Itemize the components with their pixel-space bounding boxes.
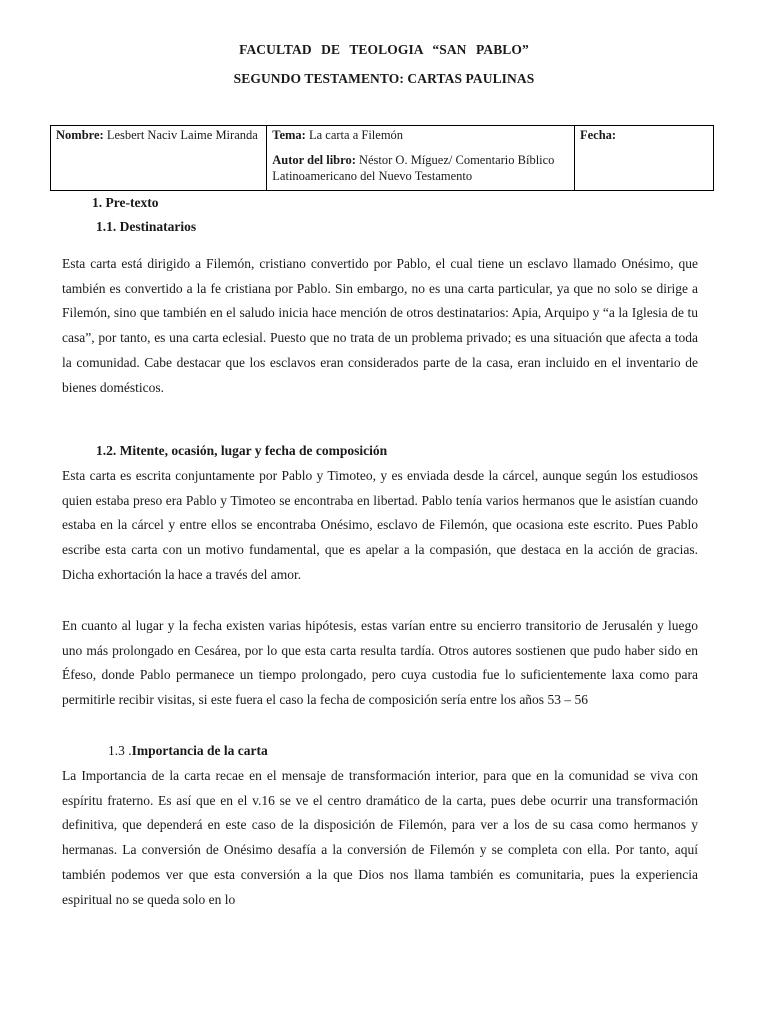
topic-label: Tema: — [272, 128, 306, 142]
paragraph-lugar-fecha: En cuanto al lugar y la fecha existen varias hipótesis, estas varían entre su encierro transitorio de Jerusalén y luego uno más prolongado en Cesárea, por lo que esta carta resulta tardía. Otros autores sostienen que pudo haber sido en Éfeso, donde Pablo permanece un tiempo prolongado, pero cuya custodia fue lo suficientemente laxa como para permitirle recibir visitas, si este fuera el caso la fecha de composición sería entre los años 53 – 56 — [62, 618, 698, 708]
author-label: Autor del libro: — [272, 153, 356, 167]
topic-value: La carta a Filemón — [305, 128, 404, 142]
paragraph-destinatarios: Esta carta está dirigido a Filemón, cristiano convertido por Pablo, el cual tiene un esclavo llamado Onésimo, que también es convertido a la fe cristiana por Pablo. Sin embargo, no es una carta particular, ya que no solo se dirige a Filemón, sino que también en el saludo inicia hace mención de otros destinatarios: Apia, Arquipo y “a la Iglesia de tu casa”, por tanto, es una carta eclesial. Puesto que no trata de un problema privado; es una situación que afecta a toda la comunidad. Cabe destacar que los esclavos eran considerados parte de la casa, eran incluido en el inventario de bienes domésticos. — [62, 256, 698, 395]
section-title: Importancia de la carta — [131, 743, 268, 758]
topic-cell — [267, 126, 575, 191]
name-cell — [51, 126, 267, 191]
section-heading-importancia — [108, 743, 268, 759]
course-title: SEGUNDO TESTAMENTO: CARTAS PAULINAS — [233, 71, 535, 86]
faculty-title: FACULTAD DE TEOLOGIA “SAN PABLO” — [239, 42, 529, 57]
name-value: Lesbert Naciv Laime Miranda — [103, 128, 258, 142]
section-heading-mitente: 1.2. Mitente, ocasión, lugar y fecha de composición — [96, 443, 388, 458]
paragraph-mitente: Esta carta es escrita conjuntamente por Pablo y Timoteo, y es enviada desde la cárcel, aunque según los estudiosos quien estaba preso era Pablo y Timoteo se encontraba en libertad. Pablo tenía varios hermanos que le asistían cuando estaba en la cárcel y entre ellos se encontraba Onésimo, esclavo de Filemón, que ocasiona este escrito. Pues Pablo escribe esta carta con un motivo fundamental, que es apelar a la compasión, que destaca en la acción de gracias. Dicha exhortación la hace a través del amor. — [62, 468, 698, 582]
name-label: Nombre: — [56, 128, 104, 142]
author-value: Néstor O. Míguez/ Comentario Bíblico Latinoamericano del Nuevo Testamento — [272, 153, 555, 183]
section-number: 1.3 . — [108, 743, 132, 758]
section-heading-destinatarios: 1.1. Destinatarios — [96, 219, 197, 234]
date-label: Fecha: — [579, 128, 617, 142]
student-info-table — [50, 125, 714, 191]
paragraph-importancia: La Importancia de la carta recae en el mensaje de transformación interior, para que en la comunidad se viva con espíritu fraterno. Es así que en el v.16 se ve el centro dramático de la carta, pues debe ocurrir una transformación definitiva, que dependerá en este caso de la disposición de Filemón, para ver a los de su casa como hermanos y hermanas. La conversión de Onésimo desafía a la conversión de Filemón y se completa con ella. Por tanto, aquí también podemos ver que esta conversión a la que Dios nos llama también es comunitaria, pues la experiencia espiritual no se queda solo en lo — [62, 768, 698, 907]
date-cell — [574, 126, 713, 191]
section-heading-pretexto: 1. Pre-texto — [92, 195, 159, 210]
